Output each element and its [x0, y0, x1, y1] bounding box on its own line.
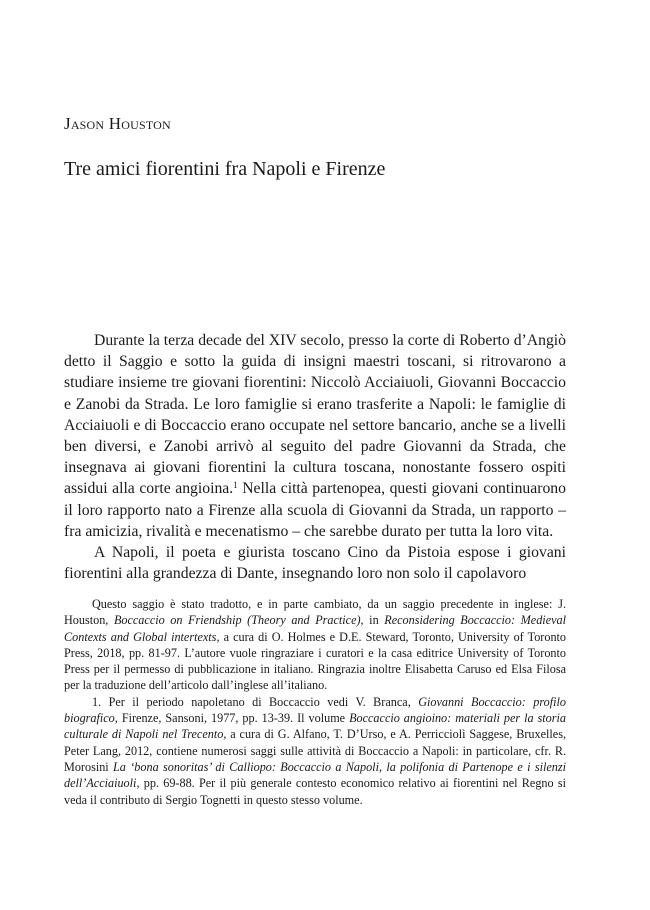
body-text: [64, 330, 566, 584]
footnote-text: 1. Per il periodo napoletano di Boccaccio vedi V. Branca,: [92, 694, 419, 709]
footnote-text: , a cura di O. Holmes e D.E. Steward, Toronto, University of Toronto Press, 2018, pp. 81-97. L’autore vuole ringraziare i curatori e la casa editrice University of Toronto Press per il permesso di pubblicazione in italiano. Ringrazia inoltre Elisabetta Caruso ed Elsa Filosa per la traduzione dell’articolo dall’inglese all’italiano.: [64, 629, 567, 693]
footnote-text: , a cura di G. Alfano, T. D’Urso, e A. Perricciolì Saggese, Bruxelles, Peter Lang, 2012, contiene numerosi saggi sulle attività di Boccaccio a Napoli: in particolare, cfr. R. Morosini: [64, 727, 567, 774]
paragraph-text: Durante la terza decade del XIV secolo, presso la corte di Roberto d’Angiò detto il Saggio e sotto la guida di insigni maestri toscani, si ritrovarono a studiare insieme tre giovani fiorentini: Niccolò Acciaiuoli, Giovanni Boccaccio e Zanobi da Strada. Le loro famiglie si erano trasferite a Napoli: le famiglie di Acciaiuoli e di Boccaccio erano occupate nel settore bancario, anche se a livelli ben diversi, e Zanobi arrivò al seguito del padre Giovanni da Strada, che insegnava ai giovani fiorentini la cultura toscana, nonostante fossero ospiti assidui alla corte angioina.: [64, 332, 566, 498]
footnote-intro: [64, 596, 566, 694]
footnote-1: [64, 694, 566, 808]
essay-title: Tre amici fiorentini fra Napoli e Firenze: [64, 158, 386, 180]
paragraph: A Napoli, il poeta e giurista toscano Cino da Pistoia espose i giovani fiorentini alla grandezza di Dante, insegnando loro non solo il capolavoro: [64, 544, 566, 583]
footnote-italic-title: Boccaccio angioino: materiali per la storia culturale di Napoli nel Trecento: [64, 711, 566, 742]
footnote-text: , Firenze, Sansoni, 1977, pp. 13-39. Il volume: [114, 711, 350, 726]
footnote-italic-title: Giovanni Boccaccio: profilo biografico: [64, 694, 566, 726]
footnote-italic-title: Boccaccio on Friendship (Theory and Practice): [113, 613, 361, 628]
author-name: Jason Houston: [64, 114, 171, 133]
footnote-text: Questo saggio è stato tradotto, e in parte cambiato, da un saggio precedente in inglese: J. Houston,: [64, 597, 566, 628]
footnote-italic-title: La ‘bona sonoritas’ di Calliopo: Boccaccio a Napoli, la polifonia di Partenope e i silenzi dell’Acciaiuoli: [64, 759, 566, 791]
footnote-text: , pp. 69-88. Per il più generale contesto economico relativo ai fiorentini nel Regno si veda il contributo di Sergio Tognetti in questo stesso volume.: [64, 776, 566, 807]
paragraph: [64, 330, 566, 542]
footnotes: [64, 596, 566, 808]
footnote-text: , in: [360, 613, 385, 628]
footnote-italic-title: Reconsidering Boccaccio: Medieval Contexts and Global intertexts: [64, 613, 566, 644]
footnote-reference[interactable]: 1: [233, 480, 238, 491]
paragraph-text: Nella città partenopea, questi giovani continuarono il loro rapporto nato a Firenze alla scuola di Giovanni da Strada, un rapporto – fra amicizia, rivalità e mecenatismo – che sarebbe durato per tutta la loro vita.: [64, 480, 566, 540]
